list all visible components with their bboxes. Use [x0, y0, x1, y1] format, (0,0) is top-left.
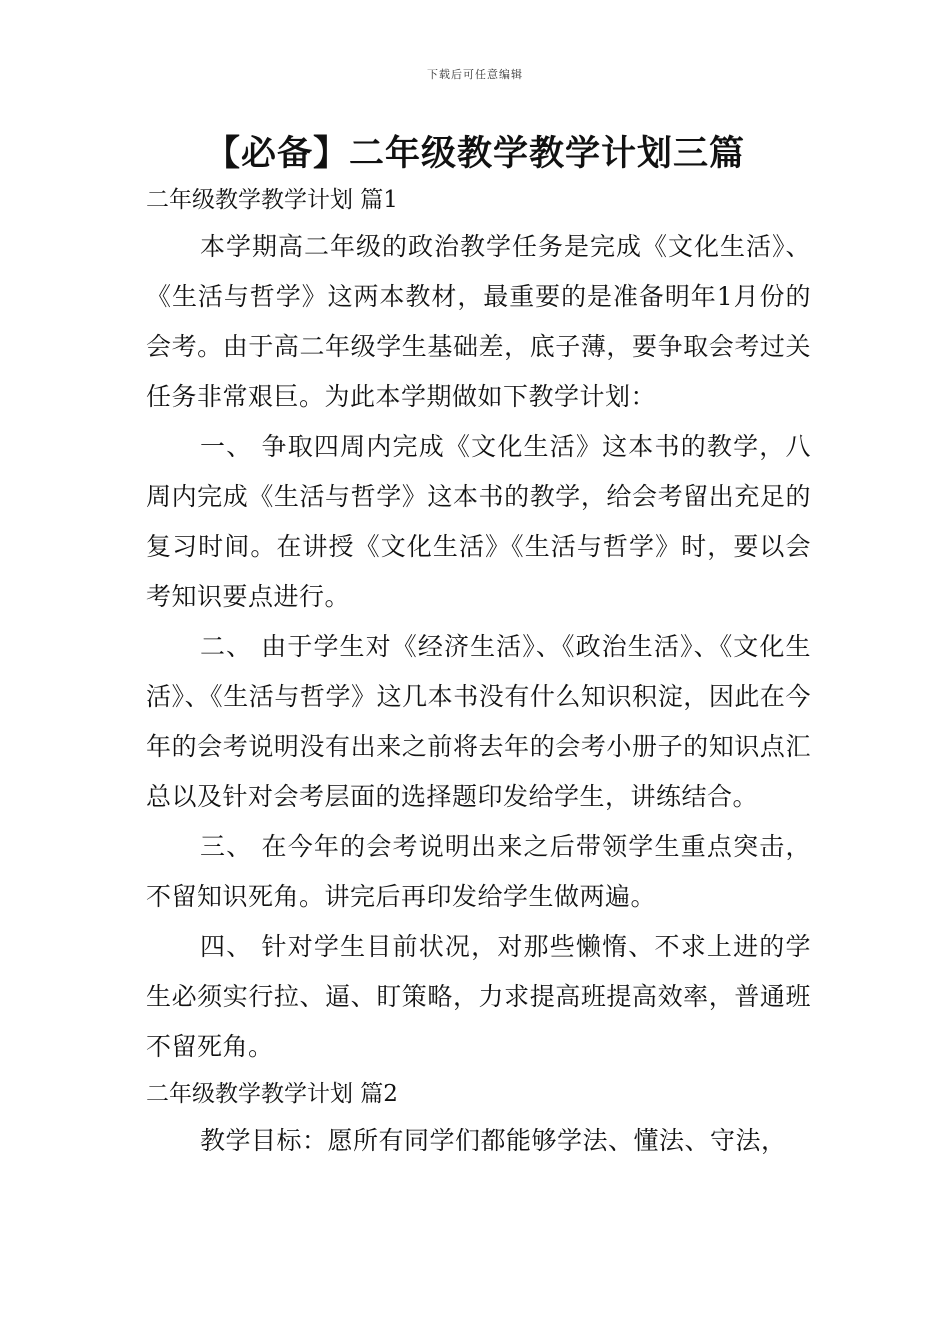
paragraph-item-2: 二、 由于学生对《经济生活》、《政治生活》、《文化生活》、《生活与哲学》这几本书没有什么知识积淀，因此在今年的会考说明没有出来之前将去年的会考小册子的知识点汇总以及针对会考层面的选择题印发给学生，讲练结合。: [146, 632, 811, 811]
document-title: 【必备】二年级教学教学计划三篇: [204, 134, 745, 174]
paragraph-item-1: 一、 争取四周内完成《文化生活》这本书的教学，八周内完成《生活与哲学》这本书的教学，给会考留出充足的复习时间。在讲授《文化生活》《生活与哲学》时，要以会考知识要点进行。: [146, 432, 811, 611]
paragraph-item-4: 四、 针对学生目前状况，对那些懒惰、不求上进的学生必须实行拉、逼、盯策略，力求提高班提高效率，普通班不留死角。: [146, 932, 811, 1061]
paragraph-objective: 教学目标：愿所有同学们都能够学法、懂法、守法，: [200, 1126, 787, 1155]
header-note: 下载后可任意编辑: [427, 68, 523, 81]
paragraph-intro: 本学期高二年级的政治教学任务是完成《文化生活》、《生活与哲学》这两本教材，最重要的是准备明年1月份的会考。由于高二年级学生基础差，底子薄，要争取会考过关任务非常艰巨。为此本学期做如下教学计划：: [146, 232, 811, 411]
paragraph-item-3: 三、 在今年的会考说明出来之后带领学生重点突击，不留知识死角。讲完后再印发给学生做两遍。: [146, 832, 811, 911]
section-heading-1: 二年级教学教学计划 篇1: [146, 187, 398, 213]
document-body: [146, 178, 811, 1166]
section-heading-2: 二年级教学教学计划 篇2: [146, 1081, 398, 1107]
